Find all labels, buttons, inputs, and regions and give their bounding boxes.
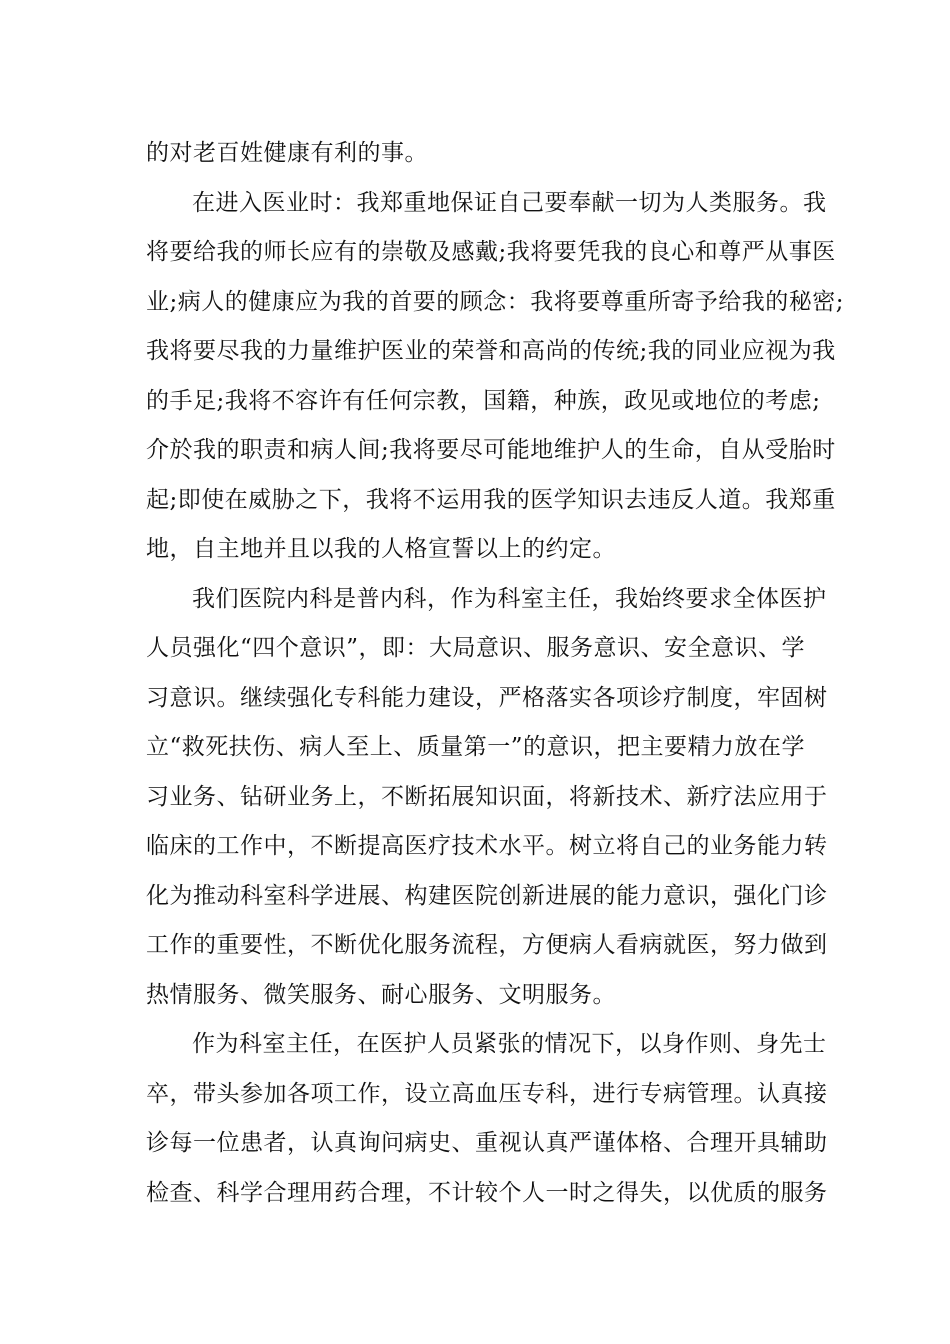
text-line: 将要给我的师长应有的崇敬及感戴;我将要凭我的良心和尊严从事医	[146, 239, 836, 265]
text-line: 习意识。继续强化专科能力建设，严格落实各项诊疗制度，牢固树	[146, 684, 828, 711]
paragraph-4	[146, 1020, 826, 1218]
text-line: 工作的重要性，不断优化服务流程，方便病人看病就医，努力做到	[146, 932, 828, 958]
text-line: 化为推动科室科学进展、构建医院创新进展的能力意识，强化门诊	[146, 882, 828, 909]
text-line: 诊每一位患者，认真询问病史、重视认真严谨体格、合理开具辅助	[146, 1130, 828, 1156]
text-line: 在进入医业时：我郑重地保证自己要奉献一切为人类服务。我	[192, 189, 827, 216]
paragraph-2	[146, 179, 844, 575]
text-line: 临床的工作中，不断提高医疗技术水平。树立将自己的业务能力转	[146, 833, 828, 859]
document-body	[146, 129, 844, 1218]
text-line: 作为科室主任，在医护人员紧张的情况下，以身作则、身先士	[192, 1031, 827, 1057]
text-line: 地，自主地并且以我的人格宣誓以上的约定。	[146, 536, 616, 562]
text-line: 我们医院内科是普内科，作为科室主任，我始终要求全体医护	[192, 585, 827, 612]
text-line: 人员强化“四个意识”，即：大局意识、服务意识、安全意识、学	[146, 635, 806, 661]
text-line: 卒，带头参加各项工作，设立高血压专科，进行专病管理。认真接	[146, 1080, 828, 1107]
text-line: 的手足;我将不容许有任何宗教，国籍，种族，政见或地位的考虑;	[146, 387, 821, 414]
text-line: 起;即使在威胁之下，我将不运用我的医学知识去违反人道。我郑重	[146, 486, 836, 513]
text-line: 检查、科学合理用药合理，不计较个人一时之得失，以优质的服务	[146, 1179, 828, 1206]
paragraph-1	[146, 129, 826, 179]
text-line: 立“救死扶伤、病人至上、质量第一”的意识，把主要精力放在学	[146, 734, 806, 760]
text-line: 介於我的职责和病人间;我将要尽可能地维护人的生命，自从受胎时	[146, 437, 836, 463]
text-line: 热情服务、微笑服务、耐心服务、文明服务。	[146, 981, 616, 1008]
text-line: 习业务、钻研业务上，不断拓展知识面，将新技术、新疗法应用于	[146, 783, 828, 810]
text-line: 我将要尽我的力量维护医业的荣誉和高尚的传统;我的同业应视为我	[146, 338, 836, 364]
paragraph-3	[146, 575, 826, 1021]
text-line: 业;病人的健康应为我的首要的顾念：我将要尊重所寄予给我的秘密;	[146, 288, 844, 315]
text-line: 的对老百姓健康有利的事。	[146, 140, 428, 166]
